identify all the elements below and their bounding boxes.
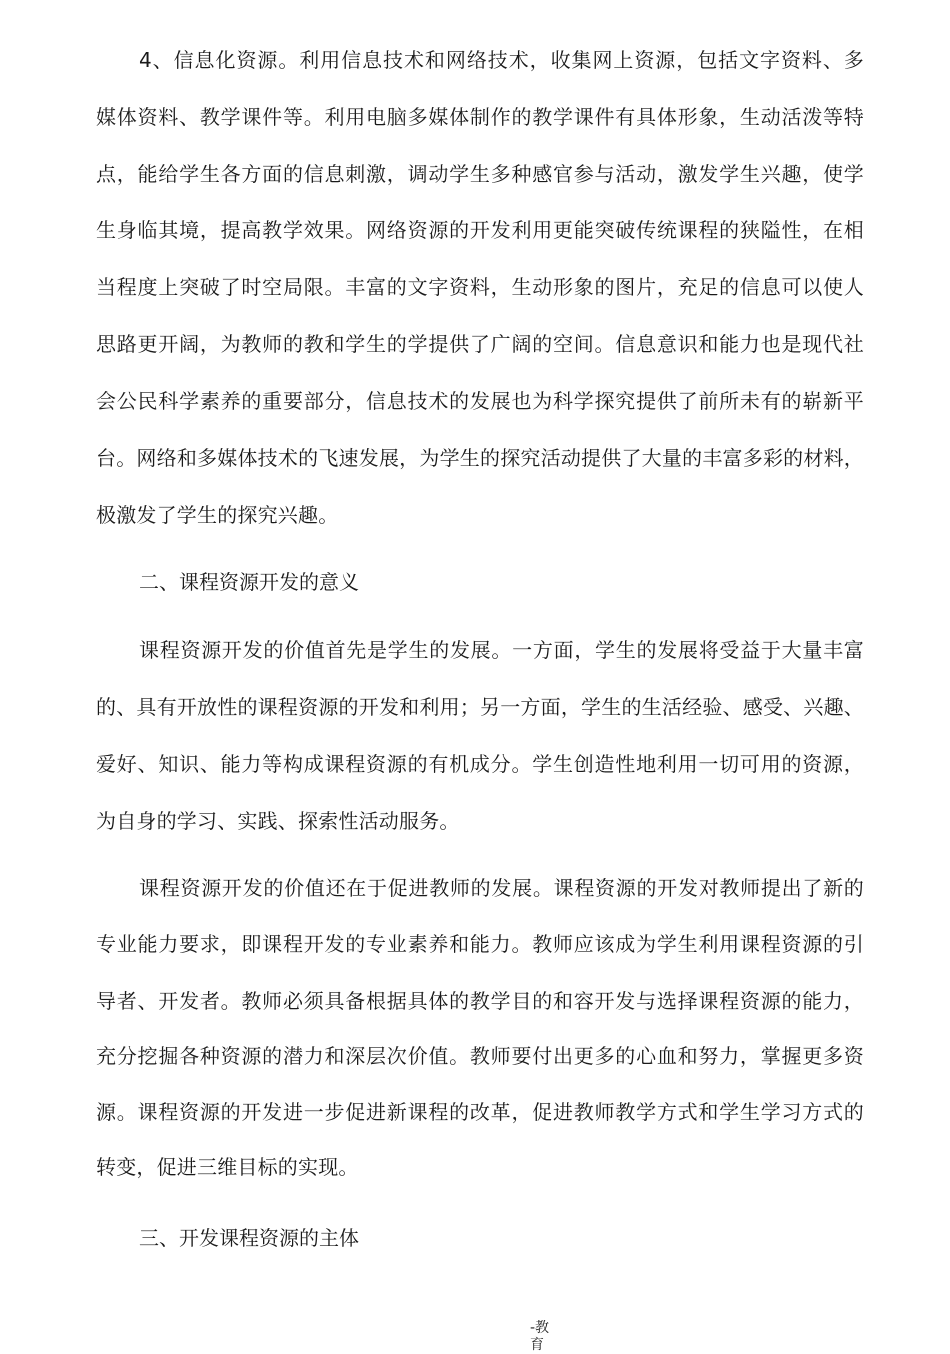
text-line: 台。网络和多媒体技术的飞速发展，为学生的探究活动提供了大量的丰富多彩的材料， bbox=[96, 446, 864, 470]
text-line: 充分挖掘各种资源的潜力和深层次价值。教师要付出更多的心血和努力，掌握更多资 bbox=[96, 1044, 864, 1068]
text-line: 为自身的学习、实践、探索性活动服务。 bbox=[96, 809, 460, 833]
text-line: 转变，促进三维目标的实现。 bbox=[96, 1155, 359, 1179]
text-line: 专业能力要求，即课程开发的专业素养和能力。教师应该成为学生利用课程资源的引 bbox=[96, 932, 864, 956]
text-line: 媒体资料、教学课件等。利用电脑多媒体制作的教学课件有具体形象，生动活泼等特 bbox=[96, 105, 864, 129]
text-line: 生身临其境，提高教学效果。网络资源的开发利用更能突破传统课程的狭隘性，在相 bbox=[96, 218, 864, 242]
text-line: 当程度上突破了时空局限。丰富的文字资料，生动形象的图片，充足的信息可以使人 bbox=[96, 275, 864, 299]
text-line: 导者、开发者。教师必须具备根据具体的教学目的和容开发与选择课程资源的能力， bbox=[96, 989, 864, 1013]
section-heading-subjects: 三、开发课程资源的主体 bbox=[139, 1226, 359, 1250]
text-line: 的、具有开放性的课程资源的开发和利用；另一方面，学生的生活经验、感受、兴趣、 bbox=[96, 695, 864, 719]
text-line: 4、信息化资源。利用信息技术和网络技术，收集网上资源，包括文字资料、多 bbox=[139, 48, 864, 72]
text-line: 点，能给学生各方面的信息刺激，调动学生多种感官参与活动，激发学生兴趣，使学 bbox=[96, 162, 864, 186]
text-line: 会公民科学素养的重要部分，信息技术的发展也为科学探究提供了前所未有的崭新平 bbox=[96, 389, 864, 413]
section-heading-significance: 二、课程资源开发的意义 bbox=[139, 570, 359, 594]
text-line: 思路更开阔，为教师的教和学生的学提供了广阔的空间。信息意识和能力也是现代社 bbox=[96, 332, 864, 356]
text-line: 课程资源开发的价值首先是学生的发展。一方面，学生的发展将受益于大量丰富 bbox=[139, 638, 864, 662]
text-line: 源。课程资源的开发进一步促进新课程的改革，促进教师教学方式和学生学习方式的 bbox=[96, 1100, 864, 1124]
text-line: 爱好、知识、能力等构成课程资源的有机成分。学生创造性地利用一切可用的资源， bbox=[96, 752, 864, 776]
page-footer-line2: 育 bbox=[530, 1337, 544, 1353]
page-footer-line1: -教 bbox=[530, 1320, 550, 1336]
text-line: 课程资源开发的价值还在于促进教师的发展。课程资源的开发对教师提出了新的 bbox=[139, 876, 864, 900]
text-line: 极激发了学生的探究兴趣。 bbox=[96, 503, 339, 527]
